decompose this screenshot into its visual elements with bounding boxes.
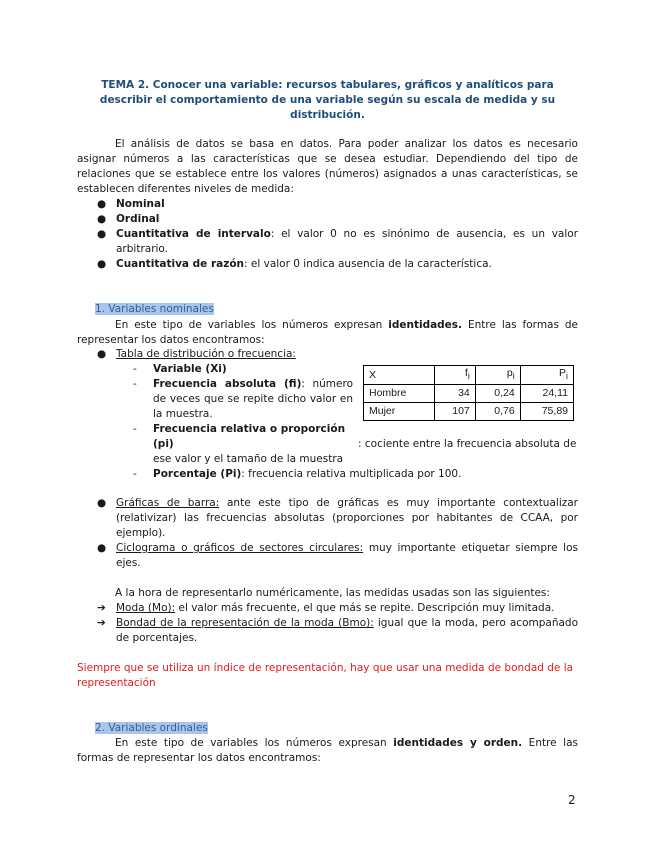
list-item: [77, 347, 296, 362]
list-item: [77, 616, 578, 646]
dash-icon: -: [133, 363, 137, 375]
graph-term: Ciclograma o gráficos de sectores circulares:: [116, 542, 364, 554]
intro-text: Entre las formas de representar los datos encontramos:: [77, 319, 578, 346]
section-heading-text: 1. Variables nominales: [95, 303, 214, 315]
intro-text: En este tipo de variables los números expresan: [115, 737, 394, 749]
level-term: Ordinal: [116, 213, 160, 225]
graphs-list: [77, 496, 578, 571]
dash-item: [133, 467, 137, 482]
list-item: [77, 257, 578, 272]
sub-item-variable: [153, 362, 227, 377]
dash-item: [133, 422, 137, 437]
table-cell: 34: [435, 385, 476, 403]
sub-item-frecuencia-relativa: [153, 422, 578, 467]
level-term: Cuantitativa de intervalo: [116, 228, 271, 240]
arrow-icon: ➔: [97, 602, 106, 614]
table-header-cell: X: [364, 366, 435, 385]
sub-term: Variable (Xi): [153, 363, 227, 375]
sub-term: Porcentaje (Pi): [153, 468, 242, 480]
table-cell: 0,24: [475, 385, 520, 403]
sub-desc: : cociente entre la frecuencia absoluta de ese valor y el tamaño de la muestra: [153, 438, 577, 465]
table-header-cell: $f_i$: [435, 366, 476, 385]
list-item: [77, 212, 578, 227]
dash-item: [133, 377, 137, 392]
table-header-cell: $P_i$: [520, 366, 573, 385]
bullet-icon: ●: [97, 258, 107, 270]
section-heading-ordinal: [95, 721, 208, 736]
dash-icon: -: [133, 378, 137, 390]
bullet-icon: ●: [97, 542, 107, 554]
section1-intro: [77, 318, 578, 348]
measure-term: Bondad de la representación de la moda (Bmo):: [116, 617, 374, 629]
bullet-icon: ●: [97, 228, 107, 240]
bullet-icon: ●: [97, 497, 107, 509]
sub-desc: : frecuencia relativa multiplicada por 100.: [241, 468, 462, 480]
bullet-icon: ●: [97, 348, 107, 360]
page-title: TEMA 2. Conocer una variable: recursos tabulares, gráficos y analíticos para describir el comportamiento de una variable según su escala de medida y su distribución.: [99, 79, 556, 121]
list-item: [77, 601, 578, 616]
measures-list: [77, 601, 578, 646]
list-item: [77, 541, 578, 571]
table-header-cell: $p_i$: [475, 366, 520, 385]
page-number: 2: [568, 793, 576, 807]
section2-intro: [77, 736, 578, 766]
intro-bold: identidades.: [388, 319, 463, 331]
measure-desc: igual que la moda, pero acompañado de porcentajes.: [116, 617, 578, 644]
intro-paragraph: El análisis de datos se basa en datos. Para poder analizar los datos es necesario asignar números a las características que se desea estudiar. Dependiendo del tipo de relaciones que se establece entre los valores (números) asignados a unas características, se establecen diferentes niveles de medida:: [77, 138, 578, 195]
bullet-icon: ●: [97, 198, 107, 210]
dash-item: [133, 362, 137, 377]
table-header-row: [364, 366, 574, 385]
arrow-icon: ➔: [97, 617, 106, 629]
sub-item-frecuencia-absoluta: [153, 377, 353, 422]
level-term: Nominal: [116, 198, 165, 210]
sub-term: Frecuencia relativa o proporción (pi): [153, 423, 346, 450]
list-item: [77, 227, 578, 257]
dash-icon: -: [133, 423, 137, 435]
intro-text: En este tipo de variables los números expresan: [115, 319, 389, 331]
list-item: [77, 197, 578, 212]
warning-note: Siempre que se utiliza un índice de representación, hay que usar una medida de bondad de la representación: [77, 662, 574, 689]
table-row: [364, 403, 574, 421]
table-row: [364, 385, 574, 403]
measure-term: Moda (Mo):: [116, 602, 176, 614]
table-cell: 75,89: [520, 403, 573, 421]
table-cell: Mujer: [364, 403, 435, 421]
level-desc: : el valor 0 no es sinónimo de ausencia, es un valor arbitrario.: [116, 228, 578, 255]
intro-text: Entre las formas de representar los datos encontramos:: [77, 737, 578, 764]
level-term: Cuantitativa de razón: [116, 258, 245, 270]
table-cell: 0,76: [475, 403, 520, 421]
graph-term: Gráficas de barra:: [116, 497, 220, 509]
levels-list: [77, 197, 578, 272]
level-desc: : el valor 0 indica ausencia de la característica.: [244, 258, 492, 270]
section-heading-text: 2. Variables ordinales: [95, 722, 208, 734]
sub-item-porcentaje: [153, 467, 461, 482]
table-item-label: Tabla de distribución o frecuencia:: [116, 348, 296, 360]
section-heading-nominal: [95, 302, 214, 317]
table-cell: Hombre: [364, 385, 435, 403]
intro-bold: identidades y orden.: [393, 737, 523, 749]
dash-icon: -: [133, 468, 137, 480]
table-cell: 107: [435, 403, 476, 421]
sub-desc: : número de veces que se repite dicho valor en la muestra.: [153, 378, 353, 420]
graph-desc: muy importante etiquetar siempre los ejes.: [116, 542, 578, 569]
table-cell: 24,11: [520, 385, 573, 403]
graph-desc: ante este tipo de gráficas es muy importante contextualizar (relativizar) las frecuencias absolutas (proporciones por habitantes de CCAA, por ejemplo).: [116, 497, 578, 539]
measures-intro: A la hora de representarlo numéricamente, las medidas usadas son las siguientes:: [115, 587, 550, 599]
sub-term: Frecuencia absoluta (fi): [153, 378, 302, 390]
list-item: [77, 496, 578, 541]
measure-desc: el valor más frecuente, el que más se repite. Descripción muy limitada.: [175, 602, 555, 614]
bullet-icon: ●: [97, 213, 107, 225]
frequency-table: [363, 365, 574, 421]
